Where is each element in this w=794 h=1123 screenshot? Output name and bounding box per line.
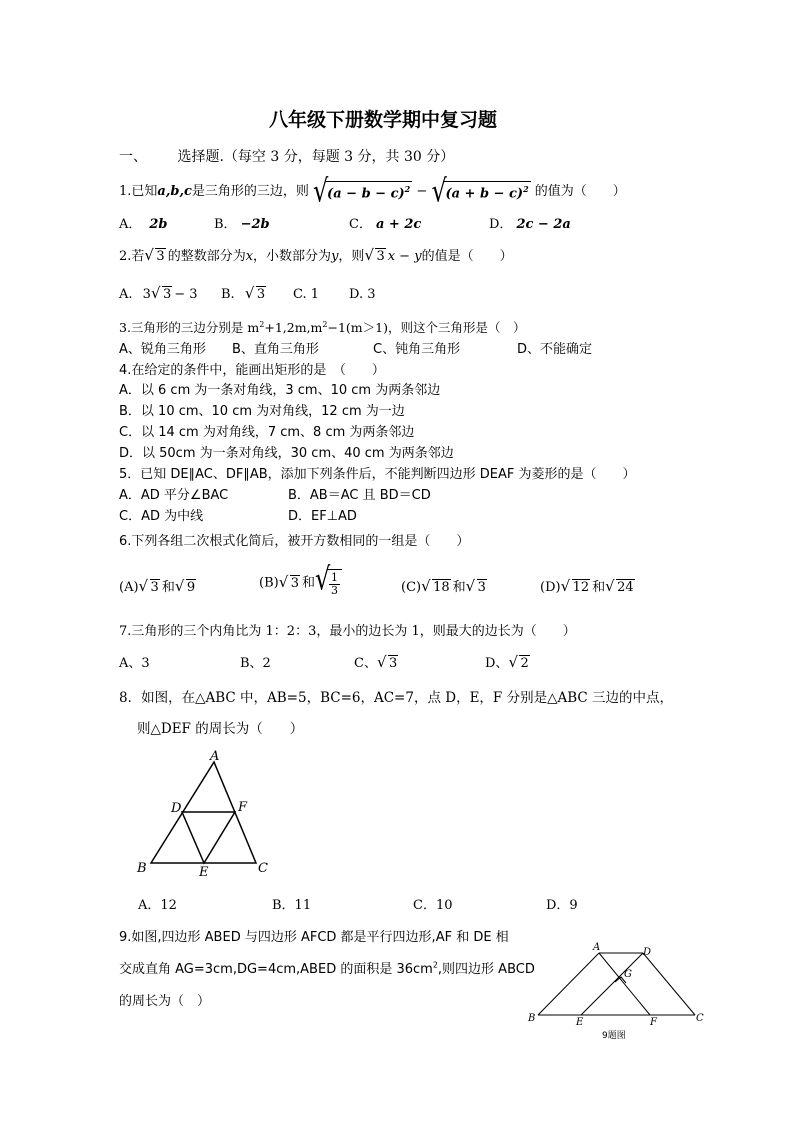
q4-option-a: A．以 6 cm 为一条对角线，3 cm、10 cm 为两条邻边 <box>119 383 441 398</box>
q7-option-d: D、√ 2 <box>485 652 532 671</box>
q5-option-a: A．AD 平分∠BAC <box>119 488 229 503</box>
q1-mid: 是三角形的三边，则 <box>191 184 309 199</box>
q1-vars: a,b,c <box>157 184 192 199</box>
q9-segment-dc <box>643 953 695 1015</box>
q4-option-d: D．以 50cm 为一条对角线，30 cm、40 cm 为两条邻边 <box>119 446 454 461</box>
q9-label-g: G <box>624 969 632 980</box>
q8-label-d: D <box>171 801 182 816</box>
q1-option-d: D． 2c − 2a <box>489 217 571 232</box>
q8-label-f: F <box>238 800 248 815</box>
q3-option-b: B、直角三角形 <box>232 342 319 357</box>
q1-option-c: C． a + 2c <box>349 217 422 232</box>
q1-suffix: 的值为（ ） <box>534 184 626 199</box>
question-6-stem: 6.下列各组二次根式化简后，被开方数相同的一组是（ ） <box>119 534 470 549</box>
q6-option-c: (C)√ 18 和√ 3 <box>401 576 489 595</box>
q8-label-e: E <box>199 865 209 880</box>
q1-prefix: 1.已知 <box>119 184 158 199</box>
q1-option-a: A． 2b <box>119 217 168 232</box>
q9-segment-af <box>599 953 650 1015</box>
question-8-line-2: 则△DEF 的周长为（ ） <box>137 721 304 737</box>
question-4-stem: 4.在给定的条件中，能画出矩形的是 （ ） <box>119 363 385 378</box>
q1-root-a: √ $(a - b - c)^2$ <box>313 181 412 201</box>
page-title: 八年级下册数学期中复习题 <box>269 109 498 131</box>
q5-option-d: D．EF⊥AD <box>288 509 357 524</box>
question-9-line-3: 的周长为（ ） <box>119 994 211 1009</box>
question-3-stem: 3.三角形的三边分别是 $m^2+1,2m,m^2-1(m>1)$，则这个三角形是（ ） <box>119 319 526 335</box>
q3-option-a: A、锐角三角形 <box>119 342 206 357</box>
question-7-stem: 7.三角形的三个内角比为 1：2：3，最小的边长为 1，则最大的边长为（ ） <box>119 624 576 639</box>
question-9-line-1: 9.如图,四边形 ABED 与四边形 AFCD 都是平行四边形,AF 和 DE 相 <box>119 930 509 945</box>
q2-option-c: C. 1 <box>293 287 320 302</box>
q3-option-c: C、钝角三角形 <box>373 342 461 357</box>
question-1-stem <box>119 180 626 202</box>
q4-option-c: C．以 14 cm 为对角线，7 cm、8 cm 为两条邻边 <box>119 425 415 440</box>
q9-label-a: A <box>593 942 601 953</box>
question-5-stem: 5．已知 DE∥AC、DF∥AB，添加下列条件后，不能判断四边形 DEAF 为菱形的是（ ） <box>119 467 636 482</box>
q1-minus: − <box>416 184 428 199</box>
q2-option-d: D. 3 <box>349 287 376 302</box>
q8-option-c: C．10 <box>413 898 453 913</box>
question-8-line-1: 8．如图，在△ABC 中，AB=5，BC=6，AC=7，点 D，E，F 分别是△ABC 三边的中点， <box>119 690 674 706</box>
q9-parallelogram-figure <box>522 940 707 1044</box>
q8-triangle-figure <box>130 748 280 880</box>
q4-option-b: B．以 10 cm、10 cm 为对角线，12 cm 为一边 <box>119 404 405 419</box>
q9-figure-caption: 9题图 <box>602 1031 626 1041</box>
q7-option-b: B、2 <box>240 656 271 671</box>
q7-option-a: A、3 <box>119 656 150 671</box>
q9-label-f: F <box>650 1017 657 1028</box>
q1-option-b: B． −2b <box>214 217 270 232</box>
q8-label-b: B <box>137 861 147 876</box>
q6-option-a: (A)√ 3 和√ 9 <box>119 576 198 595</box>
q9-label-b: B <box>528 1013 536 1024</box>
q6-option-d: (D)√ 12 和√ 24 <box>540 576 637 595</box>
q8-label-a: A <box>210 749 220 764</box>
q6-option-b: (B)√ 3 和 √ $\frac{1}{3}$ <box>259 569 342 597</box>
q8-triangle-def <box>182 812 235 863</box>
q1-root-b: √ $(a + b - c)^2$ <box>431 181 530 201</box>
section-heading-text: 选择题.（每空 3 分，每题 3 分，共 30 分） <box>177 149 455 165</box>
q3-option-d: D、不能确定 <box>517 342 593 357</box>
question-2-stem: 2.若√ 3 的整数部分为x，小数部分为y，则√ 3 x − y的值是（ ） <box>119 245 513 264</box>
q8-label-c: C <box>258 861 268 876</box>
question-9-line-2: 交成直角 AG=3cm,DG=4cm,ABED 的面积是 $36cm^2$,则四边形 ABCD <box>119 960 535 977</box>
section-heading <box>119 146 454 166</box>
q9-label-c: C <box>696 1013 704 1024</box>
q5-option-c: C．AD 为中线 <box>119 509 204 524</box>
q5-option-b: B．AB＝AC 且 BD＝CD <box>288 488 431 503</box>
q9-label-d: D <box>643 947 652 958</box>
q8-option-d: D．9 <box>546 898 578 913</box>
q9-label-e: E <box>576 1017 584 1028</box>
section-number: 一、 <box>119 149 147 165</box>
q8-option-b: B．11 <box>272 898 312 913</box>
q2-option-b: B. √ 3 <box>221 287 268 302</box>
q8-option-a: A．12 <box>138 898 177 913</box>
q2-option-a: A. 3√ 3 − 3 <box>119 287 198 302</box>
q7-option-c: C、√ 3 <box>354 652 400 671</box>
